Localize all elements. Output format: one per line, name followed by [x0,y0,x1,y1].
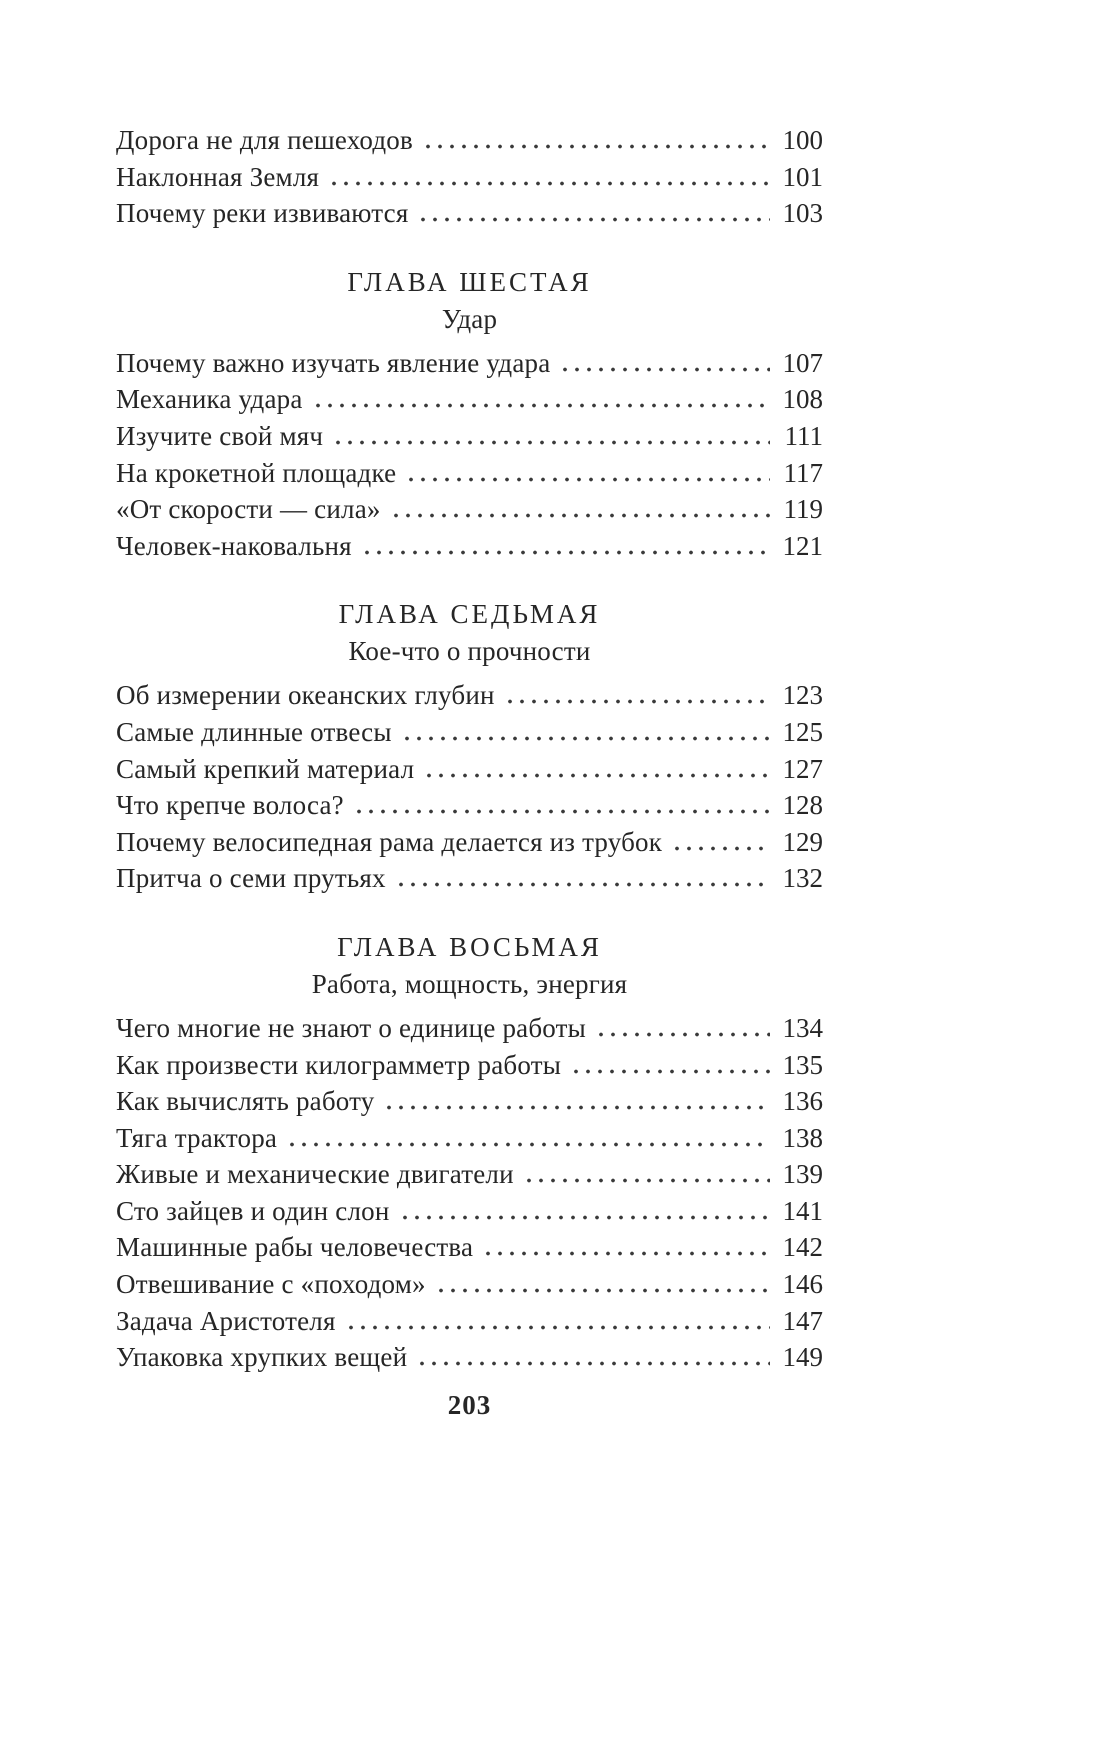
toc-entry [116,1193,823,1230]
toc-entry-page: 108 [782,384,823,415]
toc-section [116,122,823,232]
dot-leader [401,736,770,741]
toc-entry-title: Почему важно изучать явление удара [116,347,551,378]
toc-entry-title: Самые длинные отвесы [116,716,392,747]
toc-entry-page: 139 [782,1159,823,1190]
chapter-title: ГЛАВА ШЕСТАЯ [347,266,592,297]
toc-entry [116,787,823,824]
dot-leader [523,1178,770,1183]
dot-leader [312,403,770,408]
toc-entry-title: Машинные рабы человечества [116,1232,474,1263]
toc-entry [116,1083,823,1120]
toc-entry-page: 119 [783,494,823,525]
toc-entry [116,345,823,382]
dot-leader [395,882,770,887]
dot-leader [286,1142,770,1147]
toc-entry [116,860,823,897]
toc-entry-page: 121 [782,530,823,561]
dot-leader [417,217,770,222]
dot-leader [399,1215,771,1220]
toc-entry [116,455,823,492]
dot-leader [390,513,770,518]
chapter-subtitle: Работа, мощность, энергия [311,968,628,999]
toc-entry [116,1266,823,1303]
toc-entry-page: 132 [782,863,823,894]
toc-entry-title: Чего многие не знают о единице работы [116,1012,586,1043]
dot-leader [332,440,770,445]
chapter-heading [116,264,823,337]
toc-entry-page: 141 [782,1195,823,1226]
table-of-contents [116,122,823,1376]
toc-entry-page: 149 [782,1342,823,1373]
chapter-heading [116,929,823,1002]
toc-entry-page: 100 [782,125,823,155]
toc-entry-title: Механика удара [116,384,303,415]
toc-entry [116,159,823,196]
toc-entry-title: Сто зайцев и один слон [116,1195,390,1226]
dot-leader [328,181,770,186]
toc-entry-title: Наклонная Земля [116,161,320,192]
toc-entry-title: Что крепче волоса? [116,790,344,821]
toc-entry-page: 103 [782,198,823,229]
toc-entry-page: 117 [783,457,823,488]
toc-entry-title: «От скорости — сила» [116,494,381,525]
toc-entry-title: Об измерении океанских глубин [116,680,495,711]
dot-leader [361,550,770,555]
toc-entry-page: 138 [782,1122,823,1153]
toc-entry [116,1047,823,1084]
dot-leader [435,1288,770,1293]
toc-entry [116,714,823,751]
toc-entry-page: 111 [784,420,823,451]
toc-entry-title: Упаковка хрупких вещей [116,1342,408,1373]
toc-entry [116,1010,823,1047]
toc-entry-page: 136 [782,1086,823,1117]
toc-entry [116,418,823,455]
toc-entry-title: Притча о семи прутьях [116,863,386,894]
toc-entry-title: Тяга трактора [116,1122,278,1153]
toc-entry-title: Задача Аристотеля [116,1305,336,1336]
dot-leader [353,809,770,814]
toc-entry-page: 134 [782,1012,823,1043]
toc-entry-title: Как произвести килограмметр работы [116,1049,562,1080]
toc-entry-page: 123 [782,680,823,711]
dot-leader [422,144,770,149]
dot-leader [405,477,770,482]
toc-entry-title: Отвешивание с «походом» [116,1269,426,1300]
toc-entry-title: На крокетной площадке [116,457,397,488]
dot-leader [559,367,770,372]
toc-entry [116,122,823,159]
toc-entry [116,751,823,788]
toc-entry-page: 147 [782,1305,823,1336]
toc-entry [116,1303,823,1340]
toc-entry-page: 135 [782,1049,823,1080]
toc-entry [116,677,823,714]
toc-entry [116,1120,823,1157]
toc-section [116,264,823,565]
toc-entry [116,1156,823,1193]
toc-entry-title: Почему велосипедная рама делается из трубок [116,826,663,857]
toc-entry-title: Как вычислять работу [116,1086,375,1117]
toc-entry-page: 101 [782,161,823,192]
dot-leader [482,1251,770,1256]
dot-leader [504,699,770,704]
toc-entry-page: 125 [782,716,823,747]
toc-entry [116,1339,823,1376]
dot-leader [383,1105,770,1110]
toc-entry-page: 107 [782,347,823,378]
dot-leader [570,1069,770,1074]
chapter-subtitle: Удар [441,303,498,334]
toc-entry-page: 146 [782,1269,823,1300]
toc-section [116,929,823,1376]
toc-entry-title: Почему реки извиваются [116,198,409,229]
toc-entry-page: 129 [782,826,823,857]
toc-entry-title: Живые и механические двигатели [116,1159,514,1190]
toc-entry [116,381,823,418]
dot-leader [595,1032,770,1037]
toc-entry-page: 142 [782,1232,823,1263]
toc-entry [116,195,823,232]
toc-entry-title: Изучите свой мяч [116,420,324,451]
page-number: 203 [447,1390,492,1420]
dot-leader [345,1325,770,1330]
dot-leader [423,773,770,778]
toc-entry-title: Человек-наковальня [116,530,352,561]
chapter-title: ГЛАВА СЕДЬМАЯ [338,599,601,630]
chapter-title: ГЛАВА ВОСЬМАЯ [337,931,602,962]
toc-entry [116,491,823,528]
toc-entry-title: Самый крепкий материал [116,753,415,784]
toc-entry-page: 127 [782,753,823,784]
toc-section [116,596,823,897]
dot-leader [416,1361,770,1366]
dot-leader [671,846,770,851]
toc-entry [116,1229,823,1266]
toc-entry [116,824,823,861]
chapter-heading [116,596,823,669]
chapter-subtitle: Кое-что о прочности [348,636,591,667]
toc-entry [116,528,823,565]
toc-entry-title: Дорога не для пешеходов [116,125,413,155]
toc-entry-page: 128 [782,790,823,821]
